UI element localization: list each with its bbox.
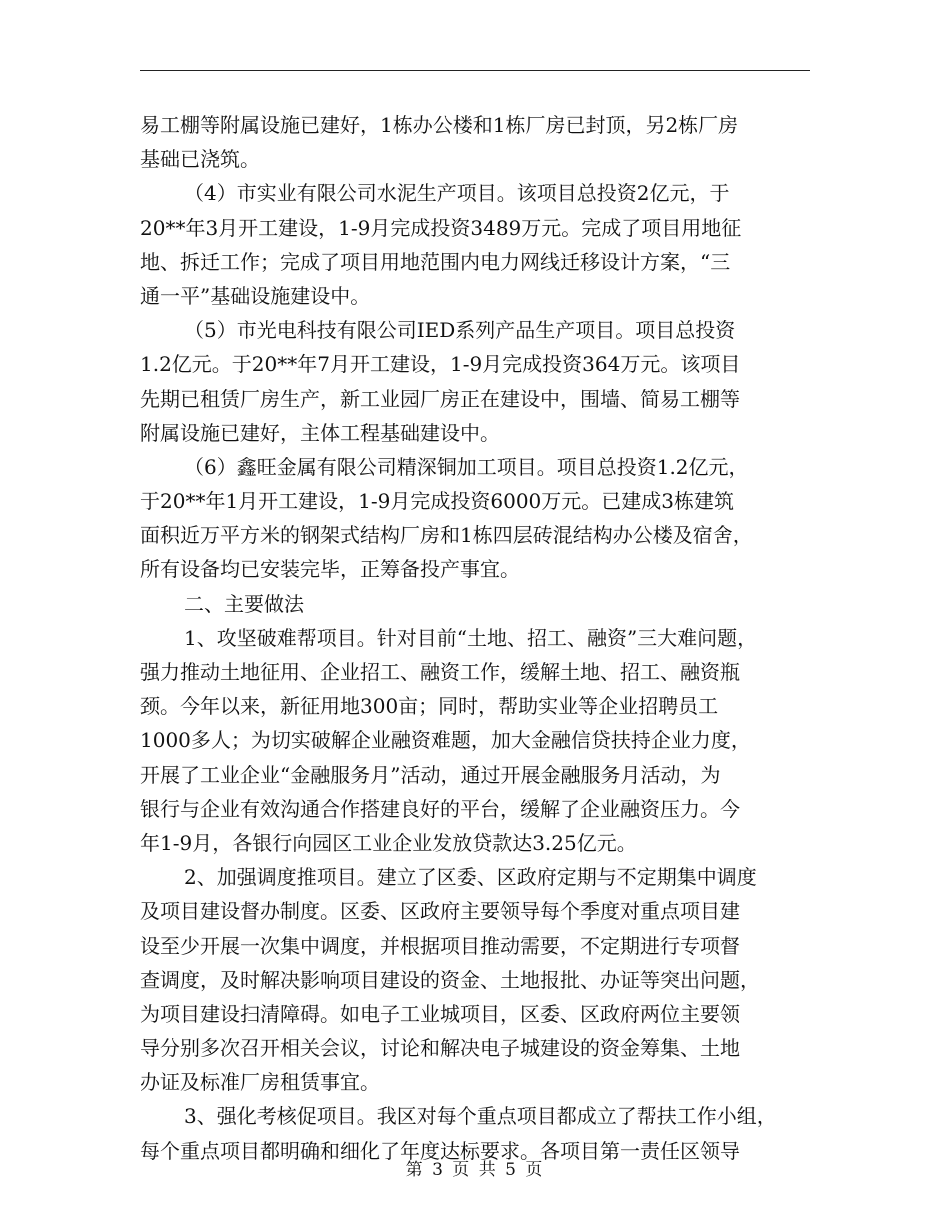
text-line: 1、攻坚破难帮项目。针对目前“土地、招工、融资”三大难问题， bbox=[184, 625, 758, 650]
text-line: 开展了工业企业“金融服务月”活动，通过开展金融服务月活动，为 bbox=[140, 762, 721, 787]
header-rule bbox=[140, 70, 810, 71]
text-line: 年1-9月，各银行向园区工业企业发放贷款达3.25亿元。 bbox=[140, 830, 637, 855]
text-line: 易工棚等附属设施已建好，1栋办公楼和1栋厂房已封顶，另2栋厂房 bbox=[140, 113, 739, 137]
text-line: 1000多人；为切实破解企业融资难题，加大金融信贷扶持企业力度， bbox=[140, 728, 751, 753]
text-line: 所有设备均已安装完毕，正筹备投产事宜。 bbox=[140, 557, 520, 582]
body-text bbox=[140, 108, 820, 1168]
text-line: 办证及标准厂房租赁事宜。 bbox=[140, 1070, 380, 1095]
text-line: 为项目建设扫清障碍。如电子工业城项目，区委、区政府两位主要领 bbox=[140, 1001, 740, 1026]
text-line: 基础已浇筑。 bbox=[140, 147, 260, 172]
text-line: 2、加强调度推项目。建立了区委、区政府定期与不定期集中调度 bbox=[184, 865, 757, 890]
text-line: （5）市光电科技有限公司IED系列产品生产项目。项目总投资 bbox=[184, 318, 736, 343]
text-line: 强力推动土地征用、企业招工、融资工作，缓解土地、招工、融资瓶 bbox=[140, 660, 740, 684]
text-line: 设至少开展一次集中调度，并根据项目推动需要，不定期进行专项督 bbox=[140, 933, 740, 958]
text-line: （6）鑫旺金属有限公司精深铜加工项目。项目总投资1.2亿元， bbox=[184, 454, 749, 479]
text-line: 及项目建设督办制度。区委、区政府主要领导每个季度对重点项目建 bbox=[140, 899, 740, 924]
text-line: 银行与企业有效沟通合作搭建良好的平台，缓解了企业融资压力。今 bbox=[140, 796, 740, 821]
text-line: 于20**年1月开工建设，1-9月完成投资6000万元。已建成3栋建筑 bbox=[140, 489, 735, 514]
text-line: 面积近万平方米的钢架式结构厂房和1栋四层砖混结构办公楼及宿舍， bbox=[140, 523, 753, 548]
text-line: 二、主要做法 bbox=[184, 591, 304, 616]
text-line: 查调度，及时解决影响项目建设的资金、土地报批、办证等突出问题， bbox=[140, 967, 760, 992]
text-line: 附属设施已建好，主体工程基础建设中。 bbox=[140, 420, 500, 445]
text-line: （4）市实业有限公司水泥生产项目。该项目总投资2亿元，于 bbox=[184, 181, 730, 206]
text-line: 20**年3月开工建设，1-9月完成投资3489万元。完成了项目用地征 bbox=[140, 215, 742, 240]
text-line: 地、拆迁工作；完成了项目用地范围内电力网线迁移设计方案，“三 bbox=[140, 249, 731, 274]
text-line: 颈。今年以来，新征用地300亩；同时，帮助实业等企业招聘员工 bbox=[140, 694, 719, 719]
text-line: 3、强化考核促项目。我区对每个重点项目都成立了帮扶工作小组， bbox=[184, 1104, 777, 1129]
text-line: 1.2亿元。于20**年7月开工建设，1-9月完成投资364万元。该项目 bbox=[140, 352, 741, 377]
text-line: 先期已租赁厂房生产，新工业园厂房正在建设中，围墙、简易工棚等 bbox=[140, 386, 740, 411]
text-line: 每个重点项目都明确和细化了年度达标要求。各项目第一责任区领导 bbox=[140, 1138, 740, 1163]
text-line: 导分别多次召开相关会议，讨论和解决电子城建设的资金筹集、土地 bbox=[140, 1036, 740, 1061]
text-line: 通一平”基础设施建设中。 bbox=[140, 283, 371, 308]
page-footer: 第 3 页 共 5 页 bbox=[405, 1160, 545, 1180]
